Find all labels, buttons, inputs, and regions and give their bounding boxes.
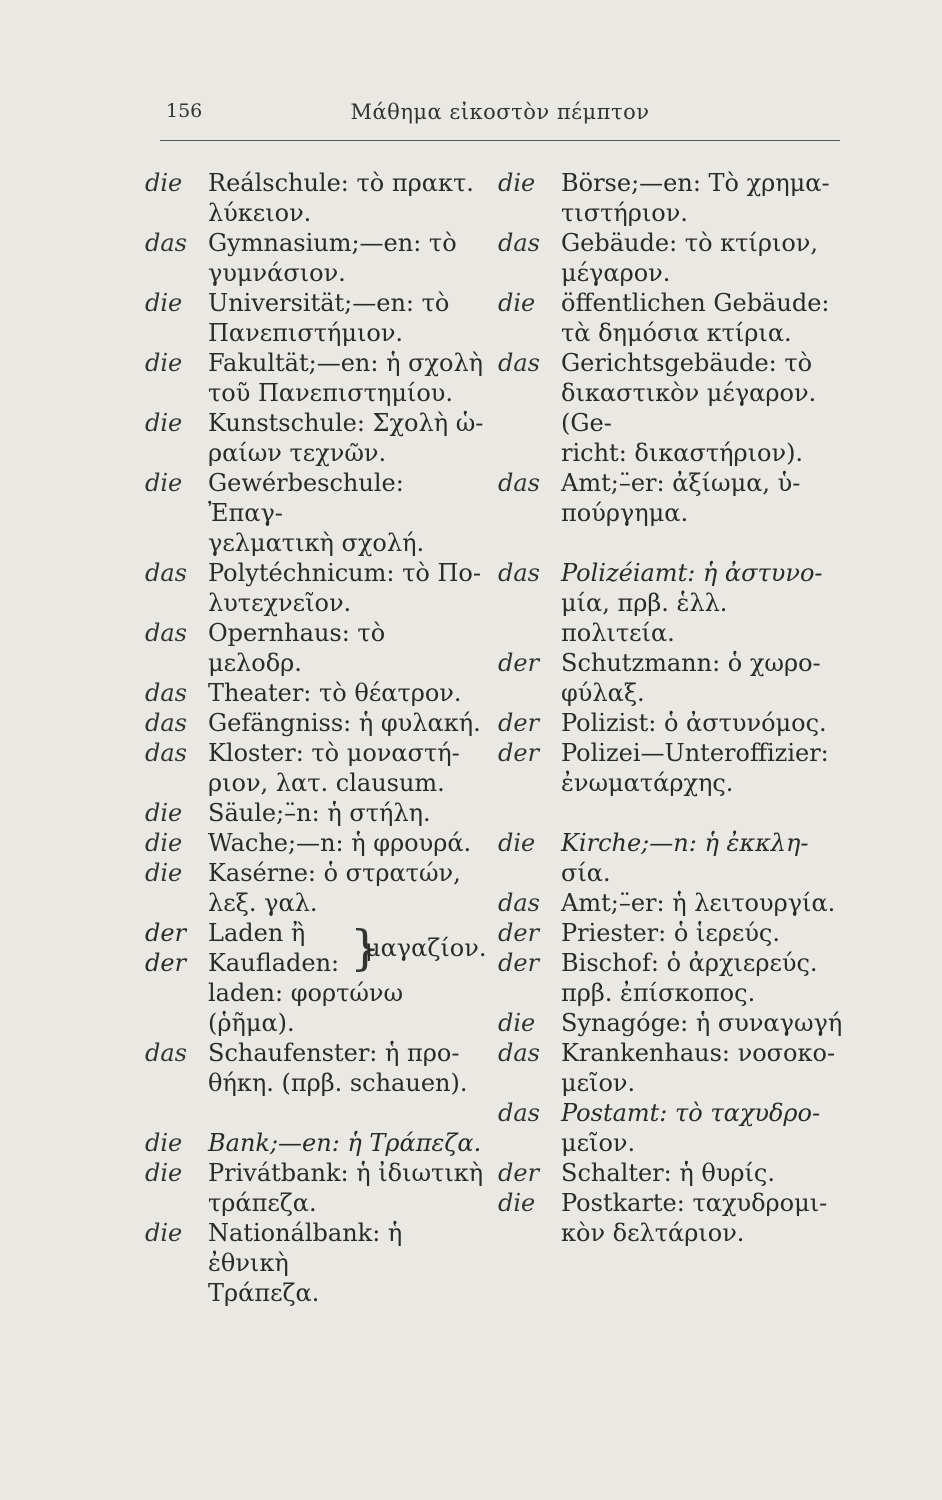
entry-text: Schaufenster: ἡ προ- — [208, 1039, 460, 1067]
article: das — [145, 619, 187, 647]
entry-text: Krankenhaus: νοσοκο- — [561, 1039, 836, 1067]
article: das — [498, 1039, 540, 1067]
article: die — [498, 169, 536, 197]
article: die — [145, 1219, 183, 1247]
vocab-entry — [145, 1128, 485, 1158]
vocab-entry — [498, 648, 848, 708]
entry-text: Nationálbank: ἡ ἐθνικὴ — [208, 1219, 403, 1277]
entry-text: Laden ἢ — [208, 919, 306, 947]
entry-text: Reálschule: τὸ πρακτ. — [208, 169, 474, 197]
entry-text: Gefängniss: ἡ φυλακή. — [208, 709, 481, 737]
article: das — [498, 889, 540, 917]
entry-text: öffentlichen Gebäude: — [561, 289, 830, 317]
entry-text: Gebäude: τὸ κτίριον, — [561, 229, 819, 257]
entry-text: Kunstschule: Σχολὴ ὡ- — [208, 409, 484, 437]
entry-continuation: μέγαρον. — [561, 259, 671, 287]
article: die — [498, 829, 536, 857]
entry-text: Amt;–̈er: ἀξίωμα, ὑ- — [561, 469, 801, 497]
vocab-entry — [498, 1158, 848, 1188]
vocab-entry — [498, 168, 848, 228]
article: das — [145, 1039, 187, 1067]
article: die — [145, 829, 183, 857]
article: das — [498, 469, 540, 497]
vocab-entry — [498, 708, 848, 738]
vocab-entry — [145, 348, 485, 408]
entry-text: Gymnasium;—en: τὸ — [208, 229, 457, 257]
entry-continuation: θήκη. (πρβ. schauen). — [208, 1069, 468, 1097]
entry-continuation: Πανεπιστήμιον. — [208, 319, 404, 347]
article: die — [145, 289, 183, 317]
entry-continuation: richt: δικαστήριον). — [561, 439, 804, 467]
vocab-entry — [498, 1038, 848, 1098]
article: der — [498, 649, 540, 677]
vocab-entry — [145, 228, 485, 288]
entry-continuation: δικαστικὸν μέγαρον. (Ge- — [561, 379, 817, 437]
entry-continuation: λεξ. γαλ. — [208, 889, 318, 917]
left-vocab-list — [145, 168, 485, 918]
vocab-entry — [498, 1008, 848, 1038]
brace-translation: μαγαζίον. — [365, 934, 487, 962]
entry-continuation: τιστήριον. — [561, 199, 688, 227]
entry-continuation: πρβ. ἐπίσκοπος. — [561, 979, 756, 1007]
article: der — [145, 919, 187, 947]
article: die — [145, 409, 183, 437]
entry-continuation: σία. — [561, 859, 611, 887]
entry-text: Fakultät;—en: ἡ σχολὴ — [208, 349, 484, 377]
entry-text: Polizéiamt: ἡ ἀστυνο- — [561, 559, 823, 587]
article: die — [145, 169, 183, 197]
vocab-entry — [498, 348, 848, 468]
entry-text: Privátbank: ἡ ἰδιωτικὴ — [208, 1159, 484, 1187]
kaufladen-line — [145, 948, 339, 978]
article: die — [145, 859, 183, 887]
left-column — [145, 168, 485, 1308]
page-header — [160, 100, 840, 141]
vocab-entry — [145, 468, 485, 558]
vocab-entry — [498, 468, 848, 528]
vocab-entry — [145, 1218, 485, 1308]
entry-continuation: πούργημα. — [561, 499, 689, 527]
vocab-entry — [145, 618, 485, 678]
page-number: 156 — [166, 100, 203, 122]
entry-text: Priester: ὁ ἱερεύς. — [561, 919, 780, 947]
entry-continuation: φύλαξ. — [561, 679, 645, 707]
article: der — [498, 709, 540, 737]
article: das — [145, 229, 187, 257]
article: das — [145, 559, 187, 587]
entry-text: Opernhaus: τὸ μελοδρ. — [208, 619, 386, 677]
entry-text: Bank;—en: ἡ Τράπεζα. — [208, 1129, 482, 1157]
entry-continuation: μεῖον. — [561, 1069, 636, 1097]
right-vocab-list — [498, 168, 848, 528]
vocab-entry — [145, 858, 485, 918]
entry-text: Postkarte: ταχυδρομι- — [561, 1189, 828, 1217]
entry-text: Bischof: ὁ ἀρχιερεύς. — [561, 949, 818, 977]
entry-continuation: γελματικὴ σχολή. — [208, 529, 425, 557]
entry-text: Theater: τὸ θέατρον. — [208, 679, 462, 707]
entry-continuation: ἐνωματάρχης. — [561, 769, 734, 797]
vocab-entry — [498, 1188, 848, 1248]
entry-text: Kloster: τὸ μοναστή- — [208, 739, 460, 767]
article: das — [498, 349, 540, 377]
vocab-entry — [145, 1038, 485, 1098]
vocab-entry — [498, 558, 848, 648]
entry-continuation: τοῦ Πανεπιστημίου. — [208, 379, 454, 407]
entry-text: Universität;—en: τὸ — [208, 289, 450, 317]
entry-continuation: τὰ δημόσια κτίρια. — [561, 319, 792, 347]
running-title: Μάθημα εἰκοστὸν πέμπτον — [350, 100, 650, 124]
vocab-entry — [498, 1098, 848, 1158]
article: das — [145, 709, 187, 737]
vocab-entry — [498, 228, 848, 288]
laden-entry — [145, 918, 485, 978]
article: die — [145, 349, 183, 377]
vocab-entry — [145, 288, 485, 348]
entry-continuation: ραίων τεχνῶν. — [208, 439, 387, 467]
entry-text: Kasérne: ὁ στρατών, — [208, 859, 461, 887]
vocab-entry — [498, 888, 848, 918]
article: die — [145, 469, 183, 497]
laden-line — [145, 918, 305, 948]
article: der — [145, 949, 187, 977]
right-vocab-list-3 — [498, 828, 848, 1248]
entry-continuation: Τράπεζα. — [208, 1279, 320, 1307]
entry-continuation: τράπεζα. — [208, 1189, 317, 1217]
left-vocab-list-3 — [145, 1128, 485, 1308]
vocab-entry — [145, 1158, 485, 1218]
vocab-entry — [145, 408, 485, 468]
article: die — [498, 1009, 536, 1037]
entry-continuation: λύκειον. — [208, 199, 312, 227]
article: die — [498, 1189, 536, 1217]
article: der — [498, 739, 540, 767]
entry-text: Gerichtsgebäude: τὸ — [561, 349, 813, 377]
entry-text: Säule;–̈n: ἡ στήλη. — [208, 799, 431, 827]
vocab-entry — [145, 828, 485, 858]
vocab-entry — [145, 708, 485, 738]
entry-text: Kirche;—n: ἡ ἐκκλη- — [561, 829, 809, 857]
article: die — [145, 1129, 183, 1157]
article: das — [498, 229, 540, 257]
entry-text: laden: φορτώνω (ῥῆμα). — [208, 979, 404, 1037]
left-vocab-list-2 — [145, 978, 485, 1098]
article: die — [145, 1159, 183, 1187]
vocab-entry — [145, 678, 485, 708]
vocab-entry — [498, 918, 848, 948]
entry-text: Polizei—Unteroffizier: — [561, 739, 829, 767]
vocab-entry — [145, 168, 485, 228]
article: das — [145, 679, 187, 707]
right-column — [498, 168, 848, 1248]
vocab-entry — [145, 558, 485, 618]
article: der — [498, 1159, 540, 1187]
vocab-entry — [498, 828, 848, 888]
entry-continuation: μεῖον. — [561, 1129, 636, 1157]
vocab-entry — [145, 978, 485, 1038]
entry-text: Wache;—n: ἡ φρουρά. — [208, 829, 472, 857]
entry-text: Schutzmann: ὁ χωρο- — [561, 649, 821, 677]
article: der — [498, 919, 540, 947]
article: die — [145, 799, 183, 827]
vocab-entry — [498, 288, 848, 348]
entry-text: Kaufladen: — [208, 949, 340, 977]
entry-text: Polizist: ὁ ἀστυνόμος. — [561, 709, 827, 737]
entry-text: Polytéchnicum: τὸ Πο- — [208, 559, 481, 587]
article: das — [498, 1099, 540, 1127]
entry-text: Börse;—en: Τὸ χρημα- — [561, 169, 830, 197]
vocab-entry — [145, 738, 485, 798]
article: die — [498, 289, 536, 317]
entry-continuation: γυμνάσιον. — [208, 259, 346, 287]
entry-text: Schalter: ἡ θυρίς. — [561, 1159, 775, 1187]
entry-continuation: μία, πρβ. ἑλλ. πολιτεία. — [561, 589, 728, 647]
entry-continuation: ριον, λατ. clausum. — [208, 769, 445, 797]
entry-text: Postamt: τὸ ταχυδρο- — [561, 1099, 821, 1127]
entry-text: Amt;–̈er: ἡ λειτουργία. — [561, 889, 836, 917]
entry-continuation: κὸν δελτάριον. — [561, 1219, 745, 1247]
right-vocab-list-2 — [498, 558, 848, 798]
article: das — [145, 739, 187, 767]
vocab-entry — [498, 738, 848, 798]
vocab-entry — [145, 798, 485, 828]
entry-text: Gewérbeschule: Ἐπαγ- — [208, 469, 404, 527]
entry-text: Synagóge: ἡ συναγωγή — [561, 1009, 843, 1037]
entry-continuation: λυτεχνεῖον. — [208, 589, 352, 617]
article: der — [498, 949, 540, 977]
brace-symbol: } — [350, 920, 381, 976]
article: das — [498, 559, 540, 587]
vocab-entry — [498, 948, 848, 1008]
